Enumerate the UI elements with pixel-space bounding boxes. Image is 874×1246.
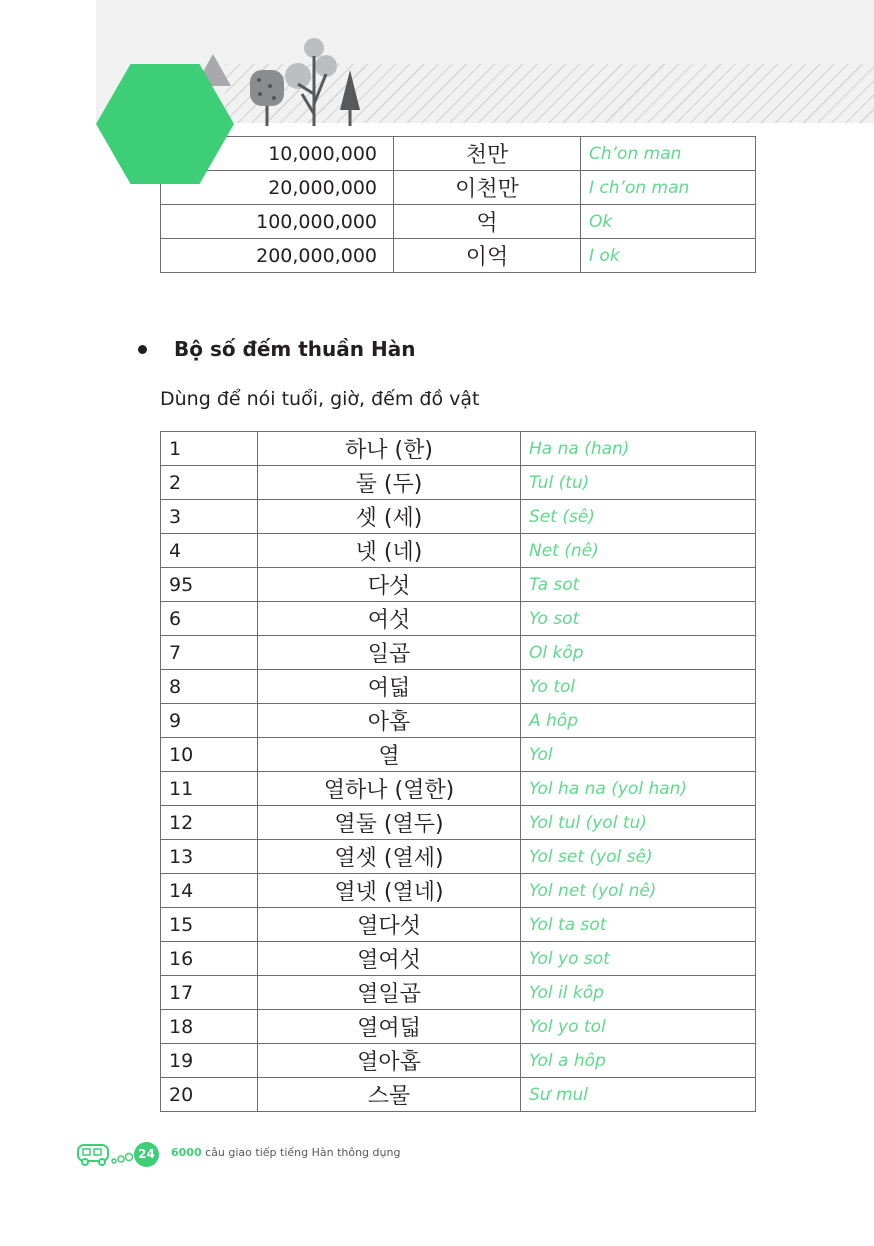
book-number: 6000 (171, 1146, 202, 1159)
table-row (161, 636, 756, 670)
romanization-cell: Yol set (yol sê) (521, 840, 756, 874)
table-row (161, 171, 756, 205)
table-row (161, 500, 756, 534)
korean-cell: 넷 (네) (258, 534, 521, 568)
table-row (161, 205, 756, 239)
korean-cell: 다섯 (258, 568, 521, 602)
page-footer (76, 1138, 576, 1168)
romanization-cell: Yo sot (521, 602, 756, 636)
korean-cell: 하나 (한) (258, 432, 521, 466)
native-numbers-table (160, 431, 756, 1112)
korean-cell: 여섯 (258, 602, 521, 636)
korean-cell: 셋 (세) (258, 500, 521, 534)
table-row (161, 772, 756, 806)
romanization-cell: Yol ha na (yol han) (521, 772, 756, 806)
number-cell: 100,000,000 (161, 205, 394, 239)
romanization-cell: Yol a hôp (521, 1044, 756, 1078)
large-numbers-table (160, 136, 756, 273)
table-row (161, 942, 756, 976)
table-row (161, 976, 756, 1010)
car-icon (76, 1141, 134, 1167)
number-cell: 9 (161, 704, 258, 738)
table-row (161, 806, 756, 840)
number-cell: 10 (161, 738, 258, 772)
romanization-cell: Yol ta sot (521, 908, 756, 942)
romanization-cell: Ok (581, 205, 756, 239)
book-title-text: câu giao tiếp tiếng Hàn thông dụng (205, 1146, 401, 1159)
number-cell: 18 (161, 1010, 258, 1044)
table-row (161, 908, 756, 942)
korean-cell: 천만 (394, 137, 581, 171)
number-cell: 14 (161, 874, 258, 908)
romanization-cell: Ta sot (521, 568, 756, 602)
section-heading: Bộ số đếm thuần Hàn (174, 337, 416, 361)
table-row (161, 704, 756, 738)
romanization-cell: Yol (521, 738, 756, 772)
number-cell: 17 (161, 976, 258, 1010)
number-cell: 200,000,000 (161, 239, 394, 273)
korean-cell: 열아홉 (258, 1044, 521, 1078)
book-title (171, 1146, 400, 1159)
romanization-cell: A hôp (521, 704, 756, 738)
korean-cell: 열다섯 (258, 908, 521, 942)
number-cell: 20 (161, 1078, 258, 1112)
number-cell: 1 (161, 432, 258, 466)
korean-cell: 열일곱 (258, 976, 521, 1010)
table-row (161, 432, 756, 466)
korean-cell: 둘 (두) (258, 466, 521, 500)
number-cell: 3 (161, 500, 258, 534)
number-cell: 11 (161, 772, 258, 806)
korean-cell: 아홉 (258, 704, 521, 738)
korean-cell: 열여섯 (258, 942, 521, 976)
korean-cell: 일곱 (258, 636, 521, 670)
romanization-cell: Tul (tu) (521, 466, 756, 500)
number-cell: 2 (161, 466, 258, 500)
table-row (161, 1010, 756, 1044)
korean-cell: 열둘 (열두) (258, 806, 521, 840)
number-cell: 20,000,000 (161, 171, 394, 205)
number-cell: 8 (161, 670, 258, 704)
number-cell: 6 (161, 602, 258, 636)
romanization-cell: Set (sê) (521, 500, 756, 534)
table-row (161, 1044, 756, 1078)
table-row (161, 1078, 756, 1112)
romanization-cell: Yol il kôp (521, 976, 756, 1010)
bullet-icon (138, 345, 147, 354)
table-row (161, 137, 756, 171)
table-row (161, 874, 756, 908)
number-cell: 12 (161, 806, 258, 840)
romanization-cell: Ch’on man (581, 137, 756, 171)
table-row (161, 239, 756, 273)
number-cell: 16 (161, 942, 258, 976)
romanization-cell: Yol net (yol nê) (521, 874, 756, 908)
table-row (161, 466, 756, 500)
table-row (161, 568, 756, 602)
number-cell: 95 (161, 568, 258, 602)
number-cell: 7 (161, 636, 258, 670)
korean-cell: 이억 (394, 239, 581, 273)
number-cell: 19 (161, 1044, 258, 1078)
romanization-cell: I ok (581, 239, 756, 273)
romanization-cell: Ol kôp (521, 636, 756, 670)
romanization-cell: Yol tul (yol tu) (521, 806, 756, 840)
table-row (161, 738, 756, 772)
number-cell: 13 (161, 840, 258, 874)
number-cell: 4 (161, 534, 258, 568)
number-cell: 10,000,000 (161, 137, 394, 171)
table-row (161, 670, 756, 704)
section-subtitle: Dùng để nói tuổi, giờ, đếm đồ vật (160, 388, 480, 410)
page-number: 24 (134, 1142, 159, 1167)
korean-cell: 이천만 (394, 171, 581, 205)
romanization-cell: I ch’on man (581, 171, 756, 205)
korean-cell: 열넷 (열네) (258, 874, 521, 908)
korean-cell: 열셋 (열세) (258, 840, 521, 874)
romanization-cell: Net (nê) (521, 534, 756, 568)
romanization-cell: Yo tol (521, 670, 756, 704)
romanization-cell: Sư mul (521, 1078, 756, 1112)
korean-cell: 스물 (258, 1078, 521, 1112)
romanization-cell: Yol yo tol (521, 1010, 756, 1044)
korean-cell: 억 (394, 205, 581, 239)
korean-cell: 열 (258, 738, 521, 772)
romanization-cell: Ha na (han) (521, 432, 756, 466)
romanization-cell: Yol yo sot (521, 942, 756, 976)
table-row (161, 840, 756, 874)
table-row (161, 602, 756, 636)
number-cell: 15 (161, 908, 258, 942)
table-row (161, 534, 756, 568)
korean-cell: 여덟 (258, 670, 521, 704)
korean-cell: 열여덟 (258, 1010, 521, 1044)
korean-cell: 열하나 (열한) (258, 772, 521, 806)
